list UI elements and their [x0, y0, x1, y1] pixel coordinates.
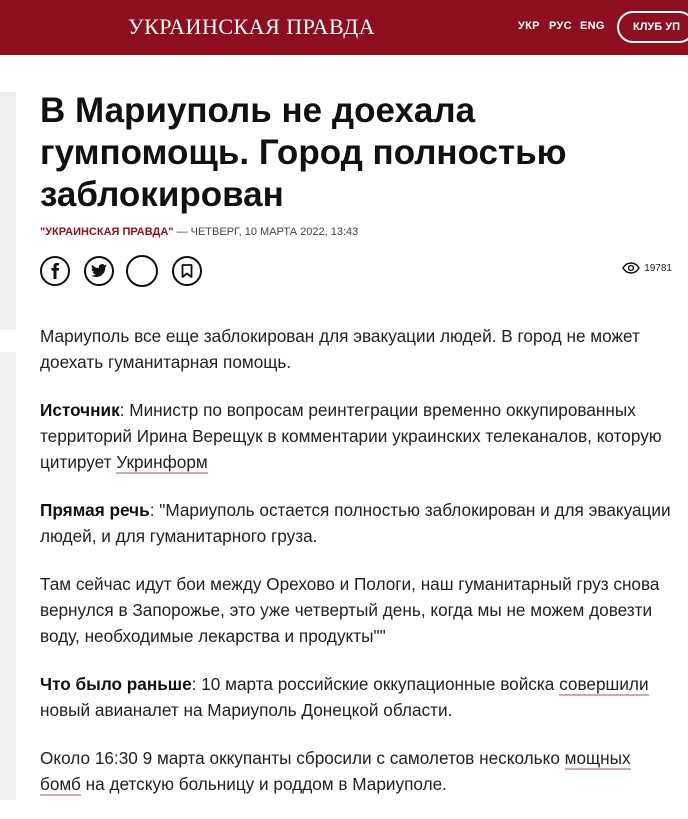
social-share-row [40, 256, 672, 290]
top-header-bar [0, 0, 688, 55]
comments-button[interactable] [126, 255, 158, 287]
views-count: 19781 [644, 262, 672, 274]
article-date: — ЧЕТВЕРГ, 10 МАРТА 2022, 13:43 [173, 226, 359, 238]
bookmark-button[interactable] [172, 256, 202, 286]
article-meta [40, 226, 680, 238]
paragraph-earlier [40, 671, 672, 723]
left-side-panel [0, 92, 16, 330]
article-title: В Мариуполь не доехала гумпомощь. Город полностью заблокирован [40, 91, 567, 214]
lang-ukr-link[interactable]: УКР [518, 20, 540, 32]
views-counter [622, 262, 672, 274]
club-up-button[interactable]: КЛУБ УП [617, 11, 688, 43]
source-text: : Министр по вопросам реинтеграции временно оккупированных территорий Ирина Верещук в комментарии украинских телеканалов, которую цитирует [40, 400, 662, 472]
quote-label: Прямая речь [40, 500, 150, 520]
earlier-text-2: новый авианалет на Мариуполь Донецкой области. [40, 700, 453, 720]
ukrinform-link[interactable]: Укринформ [116, 452, 208, 472]
paragraph-quote [40, 497, 672, 549]
facebook-share-button[interactable] [40, 256, 70, 286]
article-author[interactable]: "УКРАИНСКАЯ ПРАВДА" [40, 226, 174, 238]
bookmark-icon [182, 264, 193, 278]
quote-text: : "Мариуполь остается полностью заблокирован и для эвакуации людей, и для гуманитарного груза. [40, 500, 671, 546]
powerful-bombs-link[interactable]: мощных бомб [40, 748, 631, 794]
twitter-icon [91, 264, 107, 278]
lang-eng-link[interactable]: ENG [580, 20, 605, 32]
site-logo[interactable]: УКРАИНСКАЯ ПРАВДА [128, 14, 376, 39]
source-label: Источник [40, 400, 120, 420]
earlier-label: Что было раньше [40, 674, 192, 694]
paragraph-4: Там сейчас идут бои между Орехово и Пологи, наш гуманитарный груз снова вернулся в Запорожье, это уже четвертый день, когда мы не можем довезти воду, необходимые лекарства и продукты"" [40, 574, 660, 646]
paragraph-1: Мариуполь все еще заблокирован для эвакуации людей. В город не может доехать гуманитарная помощь. [40, 326, 640, 372]
paragraph-source [40, 397, 672, 475]
p6-text-2: на детскую больницу и роддом в Мариуполе. [80, 774, 447, 794]
article-body [40, 323, 672, 819]
comment-icon [142, 271, 143, 272]
left-side-panel-lower [0, 352, 16, 800]
paragraph-6 [40, 745, 672, 797]
committed-link[interactable]: совершили [559, 674, 649, 694]
lang-rus-link[interactable]: РУС [549, 20, 572, 32]
facebook-icon [48, 263, 62, 279]
twitter-share-button[interactable] [84, 256, 114, 286]
eye-icon [622, 262, 640, 274]
article-header [40, 90, 680, 238]
earlier-text-1: : 10 марта российские оккупационные войска [191, 674, 560, 694]
p6-text-1: Около 16:30 9 марта оккупанты сбросили с самолетов несколько [40, 748, 565, 768]
